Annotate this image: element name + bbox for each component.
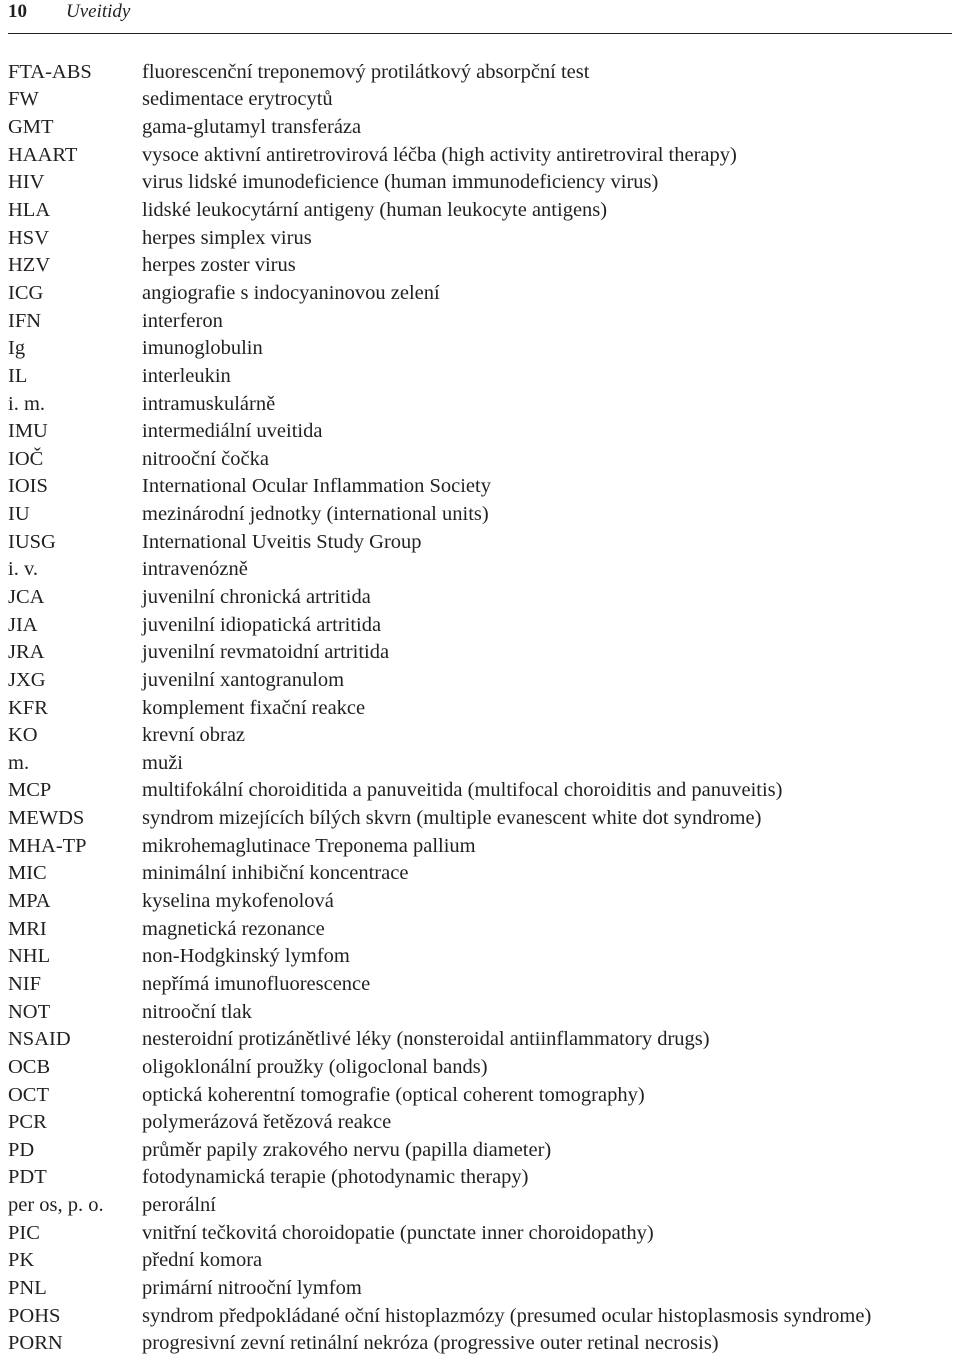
abbreviation-definition: juvenilní chronická artritida: [142, 585, 371, 608]
abbreviation-term: IUSG: [8, 530, 56, 553]
abbreviation-row: [8, 1219, 952, 1247]
abbreviation-term: HIV: [8, 171, 45, 194]
abbreviation-definition: optická koherentní tomografie (optical coherent tomography): [142, 1083, 645, 1106]
abbreviation-definition: multifokální choroiditida a panuveitida (multifocal choroiditis and panuveitis): [142, 779, 783, 802]
abbreviation-term: PNL: [8, 1277, 47, 1299]
abbreviation-definition: fluorescenční treponemový protilátkový absorpční test: [142, 60, 590, 83]
abbreviation-term: NOT: [8, 1000, 51, 1023]
abbreviation-definition: minimální inhibiční koncentrace: [142, 862, 409, 885]
abbreviation-definition: lidské leukocytární antigeny (human leukocyte antigens): [142, 199, 608, 222]
abbreviation-row: [8, 1108, 952, 1136]
abbreviation-definition: gama-glutamyl transferáza: [142, 116, 362, 139]
abbreviation-definition: herpes zoster virus: [142, 254, 296, 277]
abbreviation-row: [8, 169, 952, 197]
abbreviation-term: JIA: [8, 613, 38, 636]
abbreviation-definition: nesteroidní protizánětlivé léky (nonsteroidal antiinflammatory drugs): [142, 1028, 710, 1051]
abbreviation-row: [8, 141, 952, 169]
abbreviation-list: [8, 58, 952, 1357]
abbreviation-row: [8, 224, 952, 252]
abbreviation-definition: intramuskulárně: [142, 392, 276, 415]
abbreviation-term: OCT: [8, 1083, 49, 1106]
abbreviation-term: NHL: [8, 945, 51, 968]
abbreviation-definition: interleukin: [142, 364, 231, 387]
abbreviation-row: [8, 1274, 952, 1302]
abbreviation-term: MEWDS: [8, 807, 85, 830]
abbreviation-row: [8, 473, 952, 501]
abbreviation-definition: nitrooční tlak: [142, 1000, 252, 1023]
abbreviation-definition: juvenilní revmatoidní artritida: [142, 641, 390, 664]
abbreviation-row: [8, 390, 952, 418]
abbreviation-definition: polymerázová řetězová reakce: [142, 1111, 392, 1134]
abbreviation-definition: intermediální uveitida: [142, 420, 323, 443]
abbreviation-term: MRI: [8, 917, 47, 940]
abbreviation-definition: nepřímá imunofluorescence: [142, 972, 371, 995]
abbreviation-term: MCP: [8, 779, 52, 802]
abbreviation-term: PCR: [8, 1111, 47, 1134]
abbreviation-row: [8, 334, 952, 362]
abbreviation-row: [8, 804, 952, 832]
abbreviation-definition: magnetická rezonance: [142, 917, 325, 940]
abbreviation-row: [8, 1247, 952, 1275]
abbreviation-row: [8, 196, 952, 224]
abbreviation-term: JXG: [8, 668, 46, 691]
page-header: [8, 0, 952, 34]
abbreviation-definition: intravenózně: [142, 558, 248, 581]
abbreviation-term: HLA: [8, 199, 51, 222]
abbreviation-definition: herpes simplex virus: [142, 226, 312, 249]
abbreviation-definition: sedimentace erytrocytů: [142, 88, 333, 111]
abbreviation-row: [8, 251, 952, 279]
abbreviation-term: FW: [8, 88, 39, 111]
running-title: Uveitidy: [66, 1, 131, 22]
abbreviation-definition: nitrooční čočka: [142, 447, 269, 470]
abbreviation-term: PD: [8, 1138, 35, 1161]
abbreviation-row: [8, 611, 952, 639]
abbreviation-definition: kyselina mykofenolová: [142, 890, 334, 913]
abbreviation-definition: mikrohemaglutinace Treponema pallium: [142, 834, 476, 857]
abbreviation-definition: průměr papily zrakového nervu (papilla diameter): [142, 1138, 552, 1161]
abbreviation-row: [8, 583, 952, 611]
abbreviation-row: [8, 998, 952, 1026]
page-number: 10: [8, 1, 27, 22]
abbreviation-term: IL: [8, 364, 28, 387]
abbreviation-definition: International Ocular Inflammation Society: [142, 475, 491, 498]
abbreviation-row: [8, 694, 952, 722]
abbreviation-term: Ig: [8, 337, 26, 360]
abbreviation-definition: syndrom předpokládané oční histoplazmózy (presumed ocular histoplasmosis syndrome): [142, 1304, 872, 1327]
abbreviation-definition: vysoce aktivní antiretrovirová léčba (high activity antiretroviral therapy): [142, 143, 737, 166]
abbreviation-row: [8, 1302, 952, 1330]
abbreviation-term: OCB: [8, 1055, 51, 1078]
abbreviation-row: [8, 832, 952, 860]
abbreviation-row: [8, 362, 952, 390]
abbreviation-definition: vnitřní tečkovitá choroidopatie (punctate inner choroidopathy): [142, 1221, 654, 1244]
abbreviation-row: [8, 1081, 952, 1109]
abbreviation-definition: primární nitrooční lymfom: [142, 1277, 362, 1299]
abbreviation-row: [8, 721, 952, 749]
abbreviation-term: PDT: [8, 1166, 47, 1189]
abbreviation-row: [8, 113, 952, 141]
abbreviation-definition: progresivní zevní retinální nekróza (progressive outer retinal necrosis): [142, 1332, 719, 1355]
abbreviation-row: [8, 943, 952, 971]
abbreviation-definition: mezinárodní jednotky (international units): [142, 503, 489, 526]
abbreviation-definition: juvenilní idiopatická artritida: [142, 613, 382, 636]
abbreviation-term: PK: [8, 1249, 35, 1272]
abbreviation-definition: juvenilní xantogranulom: [142, 668, 345, 691]
abbreviation-term: PIC: [8, 1221, 40, 1244]
abbreviation-row: [8, 445, 952, 473]
abbreviation-row: [8, 1053, 952, 1081]
abbreviation-definition: muži: [142, 751, 183, 774]
abbreviation-definition: syndrom mizejících bílých skvrn (multiple evanescent white dot syndrome): [142, 807, 762, 830]
abbreviation-term: IFN: [8, 309, 42, 332]
abbreviation-term: JCA: [8, 585, 45, 608]
abbreviation-row: [8, 86, 952, 114]
abbreviation-row: [8, 860, 952, 888]
abbreviation-term: ICG: [8, 281, 44, 304]
abbreviation-row: [8, 556, 952, 584]
abbreviation-row: [8, 970, 952, 998]
abbreviation-definition: angiografie s indocyaninovou zelení: [142, 281, 440, 304]
abbreviation-row: [8, 1191, 952, 1219]
abbreviation-definition: komplement fixační reakce: [142, 696, 366, 719]
abbreviation-term: IOIS: [8, 475, 48, 498]
abbreviation-row: [8, 1329, 952, 1357]
abbreviation-definition: interferon: [142, 309, 223, 332]
abbreviation-definition: perorální: [142, 1194, 216, 1217]
abbreviation-row: [8, 1025, 952, 1053]
abbreviation-term: PORN: [8, 1332, 63, 1355]
abbreviation-row: [8, 528, 952, 556]
abbreviation-term: HSV: [8, 226, 50, 249]
abbreviation-definition: imunoglobulin: [142, 337, 263, 360]
abbreviation-row: [8, 777, 952, 805]
abbreviation-term: MHA-TP: [8, 834, 87, 857]
abbreviation-definition: krevní obraz: [142, 724, 246, 747]
abbreviation-row: [8, 417, 952, 445]
abbreviation-term: HZV: [8, 254, 51, 277]
abbreviation-definition: non-Hodgkinský lymfom: [142, 945, 350, 968]
abbreviation-term: FTA-ABS: [8, 60, 92, 83]
abbreviation-term: POHS: [8, 1304, 61, 1327]
abbreviation-row: [8, 307, 952, 335]
abbreviation-definition: fotodynamická terapie (photodynamic therapy): [142, 1166, 529, 1189]
abbreviation-row: [8, 915, 952, 943]
abbreviation-term: NSAID: [8, 1028, 71, 1051]
abbreviation-definition: International Uveitis Study Group: [142, 530, 422, 553]
abbreviation-row: [8, 1136, 952, 1164]
abbreviation-row: [8, 500, 952, 528]
abbreviation-row: [8, 279, 952, 307]
abbreviation-definition: virus lidské imunodeficience (human immunodeficiency virus): [142, 171, 659, 194]
abbreviation-row: [8, 1164, 952, 1192]
abbreviation-term: IU: [8, 503, 30, 526]
abbreviation-term: i. v.: [8, 558, 38, 581]
abbreviation-term: MIC: [8, 862, 47, 885]
abbreviation-term: KFR: [8, 696, 48, 719]
abbreviation-row: [8, 666, 952, 694]
abbreviation-row: [8, 749, 952, 777]
abbreviation-term: MPA: [8, 890, 51, 913]
abbreviation-term: JRA: [8, 641, 45, 664]
abbreviation-definition: oligoklonální proužky (oligoclonal bands): [142, 1055, 488, 1078]
abbreviation-term: m.: [8, 751, 30, 774]
abbreviation-term: NIF: [8, 972, 42, 995]
abbreviation-row: [8, 58, 952, 86]
abbreviation-definition: přední komora: [142, 1249, 263, 1272]
abbreviation-term: i. m.: [8, 392, 46, 415]
abbreviation-term: HAART: [8, 143, 78, 166]
abbreviation-term: IOČ: [8, 447, 44, 470]
abbreviation-row: [8, 887, 952, 915]
abbreviation-term: IMU: [8, 420, 48, 443]
abbreviation-term: KO: [8, 724, 38, 747]
abbreviation-row: [8, 638, 952, 666]
abbreviation-term: GMT: [8, 116, 54, 139]
abbreviation-term: per os, p. o.: [8, 1194, 104, 1217]
